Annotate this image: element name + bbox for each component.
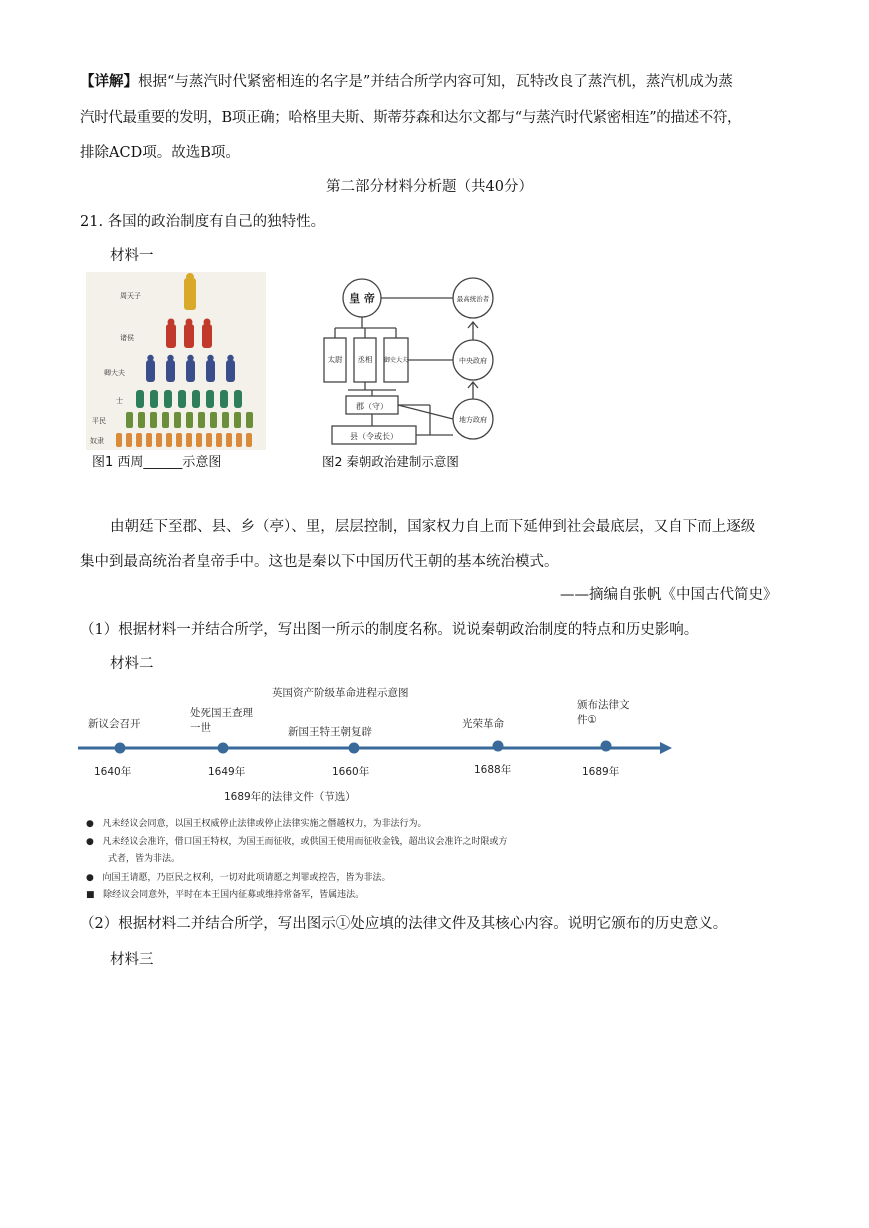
section-title: 第二部分材料分析题（共40分） — [326, 179, 533, 195]
bullet-icon: ■ — [86, 890, 95, 900]
year-1660: 1660年 — [332, 766, 370, 778]
law-item-1 — [86, 817, 426, 831]
passage-line-1: 由朝廷下至郡、县、乡（亭）、里，层层控制，国家权力自上而下延伸到社会最底层，又自下而上逐级 — [110, 519, 756, 535]
question-2: （2）根据材料二并结合所学，写出图示①处应填的法律文件及其核心内容。说明它颁布的历史意义。 — [80, 916, 728, 932]
official-yushidafu: 御史大夫 — [383, 357, 409, 364]
bullet-icon: ● — [86, 819, 94, 829]
xian-label: 县（令或长） — [350, 432, 398, 441]
law-item-4 — [86, 888, 364, 902]
passage-source: ——摘编自张帆《中国古代简史》 — [560, 587, 778, 603]
event-1649-label-line1: 处死国王查理 — [190, 707, 253, 719]
dukes-figures — [166, 319, 212, 349]
law-item-4-text: 除经议会同意外，平时在本王国内征募或维持常备军，皆属违法。 — [103, 890, 365, 900]
level-label-commoners: 平民 — [92, 417, 106, 425]
bullet-icon: ● — [86, 873, 94, 883]
right-local-gov: 地方政府 — [459, 416, 487, 424]
event-1649-label-line2: 一世 — [190, 722, 211, 734]
detail-line-1 — [80, 72, 733, 92]
law-item-2-cont: 式者，皆为非法。 — [108, 854, 181, 864]
bullet-icon: ● — [86, 837, 94, 847]
material-2-label: 材料二 — [110, 656, 154, 672]
timeline-point-1689 — [601, 741, 612, 752]
year-1649: 1649年 — [208, 766, 246, 778]
question-1: （1）根据材料一并结合所学，写出图一所示的制度名称。说说秦朝政治制度的特点和历史影响。 — [80, 622, 699, 638]
emperor-label: 皇 帝 — [349, 292, 375, 305]
figure-1-hierarchy — [86, 272, 266, 472]
timeline-title: 英国资产阶级革命进程示意图 — [272, 687, 409, 699]
jun-label: 郡（守） — [356, 402, 388, 411]
zhou-king-figure — [184, 273, 196, 310]
detail-tag: 【详解】 — [80, 73, 138, 90]
timeline-point-1688 — [493, 741, 504, 752]
timeline-point-1640 — [115, 743, 126, 754]
level-label-dukes: 诸侯 — [120, 334, 134, 342]
passage-line-2: 集中到最高统治者皇帝手中。这也是秦以下中国历代王朝的基本统治模式。 — [80, 554, 559, 570]
level-label-shi: 士 — [116, 397, 123, 405]
law-item-3 — [86, 871, 390, 885]
figure-1-caption: 图1 西周______示意图 — [92, 455, 222, 470]
event-1640-label: 新议会召开 — [88, 718, 141, 730]
law-title: 1689年的法律文件（节选） — [224, 791, 356, 803]
q21-stem: 21. 各国的政治制度有自己的独特性。 — [80, 214, 326, 230]
year-1640: 1640年 — [94, 766, 132, 778]
event-1689-label-line1: 颁布法律文 — [577, 699, 630, 711]
material-3-label: 材料三 — [110, 952, 154, 968]
level-label-slaves: 奴隶 — [90, 437, 104, 445]
right-central-gov: 中央政府 — [459, 357, 487, 365]
event-1688-label: 光荣革命 — [462, 718, 504, 730]
official-taiwei: 太尉 — [327, 355, 343, 364]
timeline-axis — [78, 738, 678, 758]
material-1-label: 材料一 — [110, 248, 154, 264]
level-label-king: 周天子 — [120, 292, 141, 300]
level-label-ministers: 卿大夫 — [104, 369, 125, 377]
official-chengxiang: 丞相 — [357, 355, 373, 364]
figure-2-caption: 图2 秦朝政治建制示意图 — [322, 454, 459, 469]
law-item-2-text: 凡未经议会准许，借口国王特权，为国王而征收，或供国王使用而征收金钱，超出议会准许之时限或方 — [102, 837, 508, 847]
law-item-2 — [86, 835, 507, 849]
event-1649-label — [190, 706, 253, 736]
detail-line-2: 汽时代最重要的发明，B项正确；哈格里夫斯、斯蒂芬森和达尔文都与“与蒸汽时代紧密相连”的描述不符， — [80, 110, 742, 126]
timeline-point-1660 — [349, 743, 360, 754]
event-1689-label-line2: 件① — [577, 714, 597, 726]
law-item-1-text: 凡未经议会同意，以国王权威停止法律或停止法律实施之僭越权力，为非法行为。 — [102, 819, 427, 829]
timeline-point-1649 — [218, 743, 229, 754]
year-1689: 1689年 — [582, 766, 620, 778]
event-1660-label: 新国王特王朝复辟 — [288, 726, 372, 738]
law-item-3-text: 向国王请愿，乃臣民之权利，一切对此项请愿之判罪或控告，皆为非法。 — [102, 873, 391, 883]
detail-line-3: 排除ACD项。故选B项。 — [80, 145, 240, 161]
year-1688: 1688年 — [474, 764, 512, 776]
figure-2-qin-structure — [318, 272, 508, 472]
detail-text-1: 根据“与蒸汽时代紧密相连的名字是”并结合所学内容可知，瓦特改良了蒸汽机，蒸汽机成为蒸 — [138, 74, 733, 90]
right-supreme-ruler: 最高统治者 — [456, 295, 490, 303]
event-1689-label — [577, 698, 630, 728]
